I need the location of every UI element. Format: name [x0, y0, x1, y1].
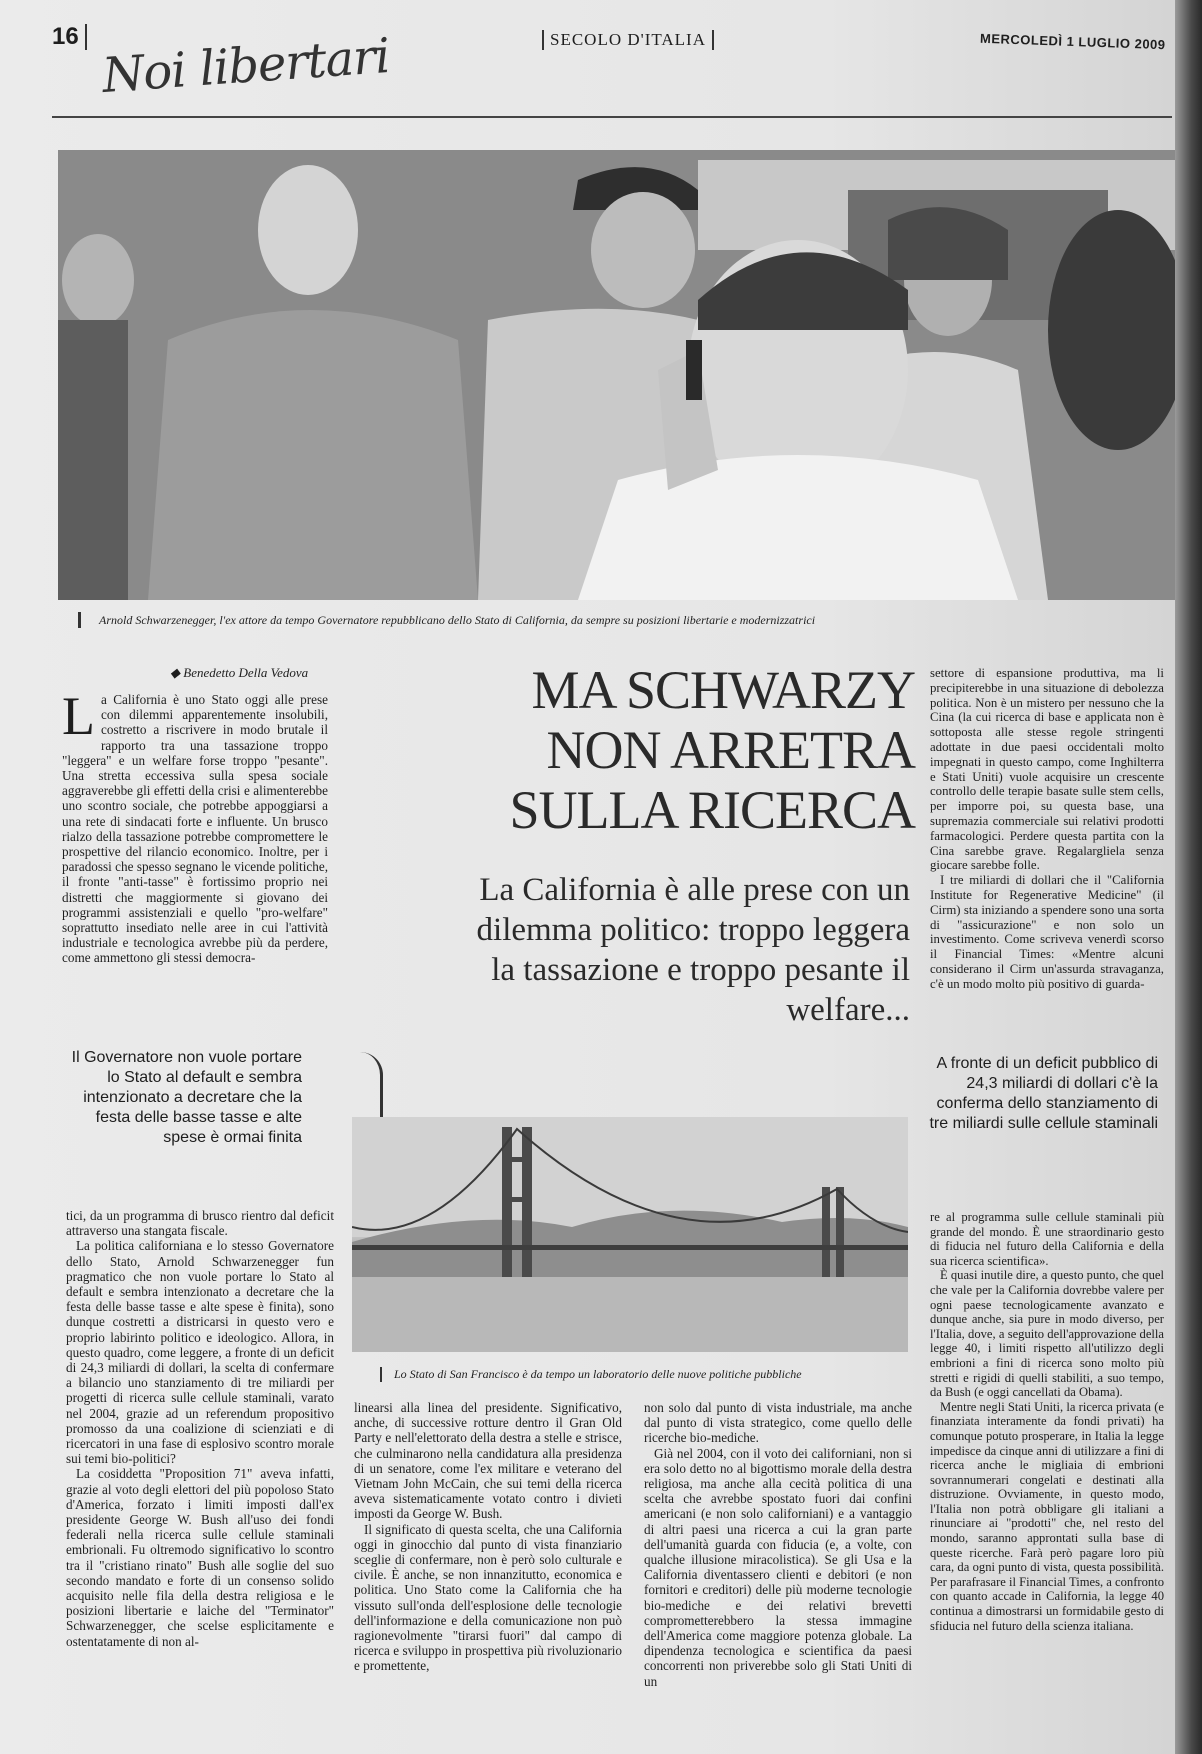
- dropcap: L: [62, 686, 95, 746]
- section-title: Noi libertari: [100, 28, 392, 104]
- column-3-bottom: [644, 1400, 912, 1689]
- article-paragraph: [62, 686, 328, 966]
- pull-quote-right-text: A fronte di un deficit pubblico di 24,3 miliardi di dollari c'è la conferma dello stanziamento di tre miliardi sulle cellule staminali: [929, 1055, 1158, 1132]
- article-paragraph: È quasi inutile dire, a questo punto, che quel che vale per la California dovrebbe valere per ogni paese tecnologicamente avanzato e dunque anche, sia pure in modo diverso, per l'Italia, dove, a seguito dell'approvazione della legge 40, i limiti rispetto all'utilizzo degli embrioni a fini di ricerca sono molto più stretti e rigidi di quelli stabiliti, a suo tempo, da Bush (e oggi cancellati da Obama).: [930, 1268, 1164, 1400]
- bridge-photo-caption: Lo Stato di San Francisco è da tempo un laboratorio delle nuove politiche pubbliche: [380, 1367, 934, 1382]
- author-name: Benedetto Della Vedova: [183, 665, 309, 680]
- subhead: La California è alle prese con un dilemma politico: troppo leggera la tassazione e troppo pesante il welfare...: [476, 872, 910, 1028]
- golden-gate-illustration: [352, 1117, 908, 1352]
- header-rule: [52, 116, 1172, 118]
- pull-quote-left-text: Il Governatore non vuole portare lo Stato al default e sembra intenzionato a decretare che la festa delle basse tasse e alte spese è ormai finita: [71, 1049, 302, 1146]
- pull-quote-left: [60, 1048, 302, 1148]
- main-photo-caption: Arnold Schwarzenegger, l'ex attore da tempo Governatore repubblicano dello Stato di California, da sempre su posizioni libertarie e modernizzatrici: [78, 612, 1179, 628]
- column-1-bottom: [66, 1208, 334, 1649]
- article-paragraph: non solo dal punto di vista industriale, ma anche dal punto di vista strategico, come quello delle ricerche bio-mediche.: [644, 1400, 912, 1446]
- article-lead-text: a California è uno Stato oggi alle prese con dilemmi apparentemente insolubili, costretto a riscrivere in modo brutale il rapporto tra una tassazione troppo "leggera" e un welfare forse troppo "pesante". Una stretta eccessiva sulla spesa sociale aggraverebbe gli effetti della crisi e alimenterebbe uno scontro sociale, che potrebbe appoggiarsi a una rete di sindacati forte e influente. Un brusco rialzo della tassazione potrebbe compromettere le prospettive del rilancio economico. Inoltre, per i paradossi che spesso segnano le vicende politiche, il fronte "anti-tasse" è fortissimo proprio nei distretti che maggiormente si giovano dei programmi assistenziali e quello "pro-welfare" soprattutto insediato nelle aree in cui l'attività industriale e tecnologica avrebbe più da perdere, come ammettono gli stessi democra-: [62, 692, 328, 966]
- article-paragraph: settore di espansione produttiva, ma li precipiterebbe in una situazione di debolezza politica. Non è un mistero per nessuno che la Cina (la cui ricerca di base e applicata non è sottoposta alle stesse regole stringenti adottate in due paesi occidentali molto impegnati in questo campo, come Inghilterra e Stati Uniti) vuole acquisire un crescente controllo delle terapie basate sulle stem cells, per imporre poi, su questa base, una supremazia commerciale sui relativi prodotti farmacologici. Perdere questa partita con la Cina sarebbe grave. Regalargliela senza giocare sarebbe folle.: [930, 666, 1164, 873]
- column-1-top: [62, 686, 328, 966]
- issue-date: MERCOLEDÌ 1 LUGLIO 2009: [980, 30, 1167, 53]
- column-2-bottom: [354, 1400, 622, 1674]
- bridge-photo: [352, 1117, 908, 1352]
- headline: MA SCHWARZY NON ARRETRA SULLA RICERCA: [509, 660, 915, 840]
- pull-quote-right: [920, 1054, 1158, 1134]
- page-number: 16: [52, 24, 87, 50]
- article-paragraph: re al programma sulle cellule staminali più grande del mondo. È une straordinario gesto di fiducia nel futuro della California e della sua ricerca scientifica».: [930, 1210, 1164, 1268]
- article-paragraph: Mentre negli Stati Uniti, la ricerca privata (e finanziata interamente da fondi privati) ha comunque potuto prosperare, in Italia la legge impedisce da cinque anni di utilizzare a fini di ricerca anche le migliaia di embrioni sovrannumerari congelati e destinati alla distruzione. Ovviamente, in questo modo, l'Italia non potrà obbligare gli italiani a rinunciare ai "prodotti" che, nel resto del mondo, saranno approntati sulla base di queste ricerche. Farà però pagare loro più cara, da ogni punto di vista, questa possibilità. Per parafrasare il Financial Times, a confronto con quanto accade in California, la legge 40 continua a dimostrarsi un formidabile gesto di sfiducia nel futuro della scienza italiana.: [930, 1399, 1164, 1633]
- column-4-top: [930, 666, 1164, 992]
- article-paragraph: La cosiddetta "Proposition 71" aveva infatti, grazie al voto degli elettori del più popoloso Stato d'America, forzato i limiti imposti dall'ex presidente George W. Bush all'uso dei fondi federali nella ricerca sulle cellule staminali embrionali. Fu oltremodo significativo lo scontro tra il "cristiano rinato" Bush alle soglie del suo secondo mandato e forte di un consenso solido acquisito nelle fila della destra religiosa e le posizioni libertarie e laiche del "Terminator" Schwarzenegger, che scelse esplicitamente e ostentatamente di non al-: [66, 1466, 334, 1649]
- main-photo-illustration: [58, 150, 1178, 600]
- article-paragraph: Già nel 2004, con il voto dei californiani, non si era solo detto no al bigottismo morale della destra religiosa, ma anche alla cecità politica di una scelta che avrebbe spostato fuori dai confini americani (e non solo californiani) e a vantaggio di altri paesi una ricerca a cui la gran parte dell'umanità guarda con fiducia (e, a volte, con qualche illusione miracolistica). Se gli Usa e la California diventassero clienti e debitori (e non fornitori e creditori) delle più moderne tecnologie bio-mediche e dei relativi brevetti comprometterebbero la stessa immagine dell'America come maggiore potenza globale. La dipendenza tecnologica e scientifica da paesi concorrenti non priverebbe solo gli Stati Uniti di un: [644, 1445, 912, 1689]
- article-paragraph: La politica californiana e lo stesso Governatore dello Stato, Arnold Schwarzenegger fun pragmatico che non vuole portare lo Stato al default e sembra intenzionato a decretare che la festa delle basse tasse e alte spese è finita), sono dunque costretti a districarsi in questo vero e proprio labirinto politico e ideologico. Allora, in questo quadro, come leggere, a fronte di un deficit di 24,3 miliardi di dollari, la scelta di confermare a bilancio uno stanziamento di tre miliardi per progetti di ricerca sulle cellule staminali, varato nel 2004, grazie ad un referendum propositivo promosso da una coalizione di scienziati e di ricercatori in una fase di esplosivo scontro morale sui temi bio-politici?: [66, 1238, 334, 1467]
- byline: ◆ Benedetto Della Vedova: [170, 665, 309, 680]
- article-paragraph: I tre miliardi di dollari che il "California Institute for Regenerative Medicine" (il Cirm) sta iniziando a spendere sono una sorta di "assicurazione" e non solo un investimento. Come scriveva venerdì scorso il Financial Times: «Mentre alcuni considerano il Cirm un'assurda stravaganza, c'è un modo molto più positivo di guarda-: [930, 873, 1164, 991]
- column-4-bottom: [930, 1210, 1164, 1633]
- main-photo: [58, 150, 1178, 600]
- article-paragraph: tici, da un programma di brusco rientro dal deficit attraverso una stangata fiscale.: [66, 1208, 334, 1239]
- article-paragraph: linearsi alla linea del presidente. Significativo, anche, di successive rotture dentro il Gran Old Party e nell'elettorato della destra a stelle e strisce, che culminarono nella candidatura alla presidenza di un senatore, come l'ex militare e veterano del Vietnam John McCain, che sui temi della ricerca aveva sistematicamente votato contro i divieti imposti da George W. Bush.: [354, 1400, 622, 1522]
- article-paragraph: Il significato di questa scelta, che una California oggi in ginocchio dal punto di vista finanziario sceglie di confermare, non è però solo culturale e civile. È anche, se non innanzitutto, economica e politica. Uno Stato come la California che ha vissuto sull'onda dell'esplosione delle tecnologie dell'informazione e della comunicazione non può ragionevolmente "tirarsi fuori" dal campo di ricerca e sviluppo in prospettiva più rivoluzionario e promettente,: [354, 1521, 622, 1674]
- masthead: SECOLO D'ITALIA: [542, 30, 714, 50]
- book-spine-shadow: [1175, 0, 1202, 1754]
- page-header: [52, 20, 1172, 120]
